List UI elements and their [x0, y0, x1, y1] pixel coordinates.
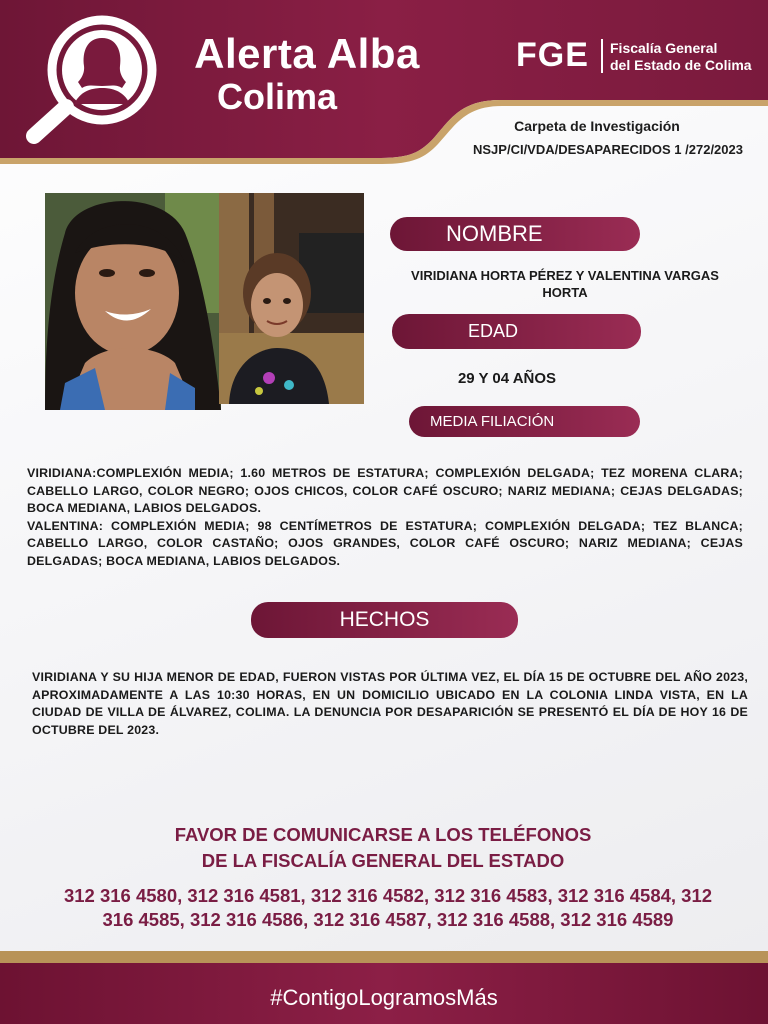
footer-hashtag: #ContigoLogramosMás — [270, 985, 498, 1010]
carpeta-label: Carpeta de Investigación — [514, 118, 680, 134]
media-filiacion-label: MEDIA FILIACIÓN — [409, 406, 640, 437]
girl-photo — [219, 193, 364, 404]
edad-label: EDAD — [392, 314, 641, 349]
footer-gold-line — [0, 951, 768, 963]
hechos-label: HECHOS — [251, 602, 518, 638]
agency-name-line2: del Estado de Colima — [610, 57, 752, 73]
agency-logo-abbr: FGE — [516, 36, 589, 74]
carpeta-number: NSJP/CI/VDA/DESAPARECIDOS 1 /272/2023 — [473, 142, 743, 157]
woman-photo — [45, 193, 221, 410]
hechos-text: VIRIDIANA Y SU HIJA MENOR DE EDAD, FUERON VISTAS POR ÚLTIMA VEZ, EL DÍA 15 DE OCTUBRE DEL AÑO 2023, APROXIMADAMENTE A LAS 10:30 HORAS, EN UN DOMICILIO UBICADO EN LA COLONIA LINDA VISTA, EN LA CIUDAD DE VILLA DE ÁLVAREZ, COLIMA. LA DENUNCIA POR DESAPARICIÓN SE PRESENTÓ EL DÍA DE HOY 16 DE OCTUBRE DEL 2023. — [32, 670, 748, 737]
nombre-value: VIRIDIANA HORTA PÉREZ Y VALENTINA VARGAS HORTA — [411, 268, 719, 300]
edad-value: 29 Y 04 AÑOS — [457, 370, 557, 387]
valentina-description: VALENTINA: COMPLEXIÓN MEDIA; 98 CENTÍMETROS DE ESTATURA; COMPLEXIÓN DELGADA; TEZ BLANCA; CABELLO LARGO, COLOR CASTAÑO; OJOS GRANDES, COLOR CAFÉ OSCURO; NARIZ MEDIANA; CEJAS DELGADAS; BOCA MEDIANA, LABIOS DELGADOS. — [27, 518, 743, 568]
phone-numbers: 312 316 4580, 312 316 4581, 312 316 4582, 312 316 4583, 312 316 4584, 312 316 4585, 312 316 4586, 312 316 4587, 312 316 4588, 312 316 4589 — [63, 885, 713, 930]
agency-name-line1: Fiscalía General — [610, 40, 718, 56]
viridiana-description: VIRIDIANA:COMPLEXIÓN MEDIA; 1.60 METROS DE ESTATURA; COMPLEXIÓN DELGADA; TEZ MORENA CLARA; CABELLO LARGO, COLOR NEGRO; OJOS CHICOS, COLOR CAFÉ OSCURO; NARIZ MEDIANA; CEJAS DELGADAS; BOCA MEDIANA, LABIOS DELGADOS. — [27, 466, 743, 515]
alert-title: Alerta Alba — [194, 30, 420, 77]
alert-subtitle: Colima — [216, 76, 338, 117]
nombre-label: NOMBRE — [390, 217, 640, 251]
contact-line-2: DE LA FISCALÍA GENERAL DEL ESTADO — [201, 850, 565, 871]
media-filiacion-description — [27, 465, 743, 570]
agency-logo-divider — [601, 39, 603, 73]
contact-line-1: FAVOR DE COMUNICARSE A LOS TELÉFONOS — [174, 824, 592, 845]
magnifier-person-icon — [22, 12, 162, 147]
